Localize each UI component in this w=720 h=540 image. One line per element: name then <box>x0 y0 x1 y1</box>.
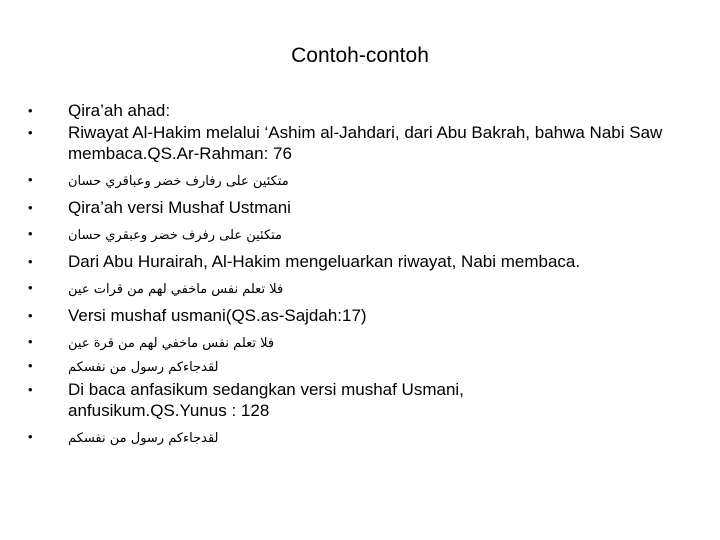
list-item <box>26 305 706 326</box>
list-item <box>26 251 706 272</box>
bullet-icon: • <box>28 358 33 373</box>
list-item-arabic-text: فلا تعلم نفس ماخفي لهم من قرة عين <box>68 336 275 351</box>
list-item <box>26 197 706 218</box>
list-item-text: Qira’ah ahad: <box>68 101 171 120</box>
list-item-text: Di baca anfasikum sedangkan versi mushaf Usmani, anfusikum.QS.Yunus : 128 <box>68 380 464 420</box>
list-item-text: Dari Abu Hurairah, Al-Hakim mengeluarkan riwayat, Nabi membaca. <box>68 252 581 271</box>
bullet-icon: • <box>28 382 33 397</box>
list-item-text: Qira’ah versi Mushaf Ustmani <box>68 198 291 217</box>
list-item <box>26 169 706 192</box>
bullet-icon: • <box>28 429 33 444</box>
bullet-icon: • <box>28 308 33 323</box>
list-item <box>26 122 706 164</box>
bullet-icon: • <box>28 280 33 295</box>
list-item-arabic-text: لقدجاءكم رسول من نفسكم <box>68 360 219 375</box>
bullet-icon: • <box>28 172 33 187</box>
bullet-icon: • <box>28 226 33 241</box>
bullet-icon: • <box>28 334 33 349</box>
list-item-text: Riwayat Al-Hakim melalui ‘Ashim al-Jahdari, dari Abu Bakrah, bahwa Nabi Saw membaca.QS.Ar-Rahman: 76 <box>68 123 663 163</box>
list-item <box>26 331 706 354</box>
list-item-arabic-text: فلا تعلم نفس ماخفي لهم من قرات عين <box>68 282 284 297</box>
bullet-list <box>26 100 706 449</box>
list-item-text: Versi mushaf usmani(QS.as-Sajdah:17) <box>68 306 367 325</box>
list-item <box>26 100 706 121</box>
list-item <box>26 223 706 246</box>
list-item-arabic-text: متكئين على رفرف خضر وعبقري حسان <box>68 228 283 243</box>
list-item-arabic-text: لقدجاءكم رسول من نفسكم <box>68 431 219 446</box>
list-item <box>26 277 706 300</box>
bullet-icon: • <box>28 125 33 140</box>
bullet-icon: • <box>28 103 33 118</box>
bullet-icon: • <box>28 254 33 269</box>
list-item <box>26 355 706 378</box>
list-item <box>26 379 706 421</box>
bullet-icon: • <box>28 200 33 215</box>
list-item-arabic-text: متكئين على رفارف خضر وعباقري حسان <box>68 174 289 189</box>
list-item <box>26 426 706 449</box>
slide-title: Contoh-contoh <box>291 44 429 67</box>
